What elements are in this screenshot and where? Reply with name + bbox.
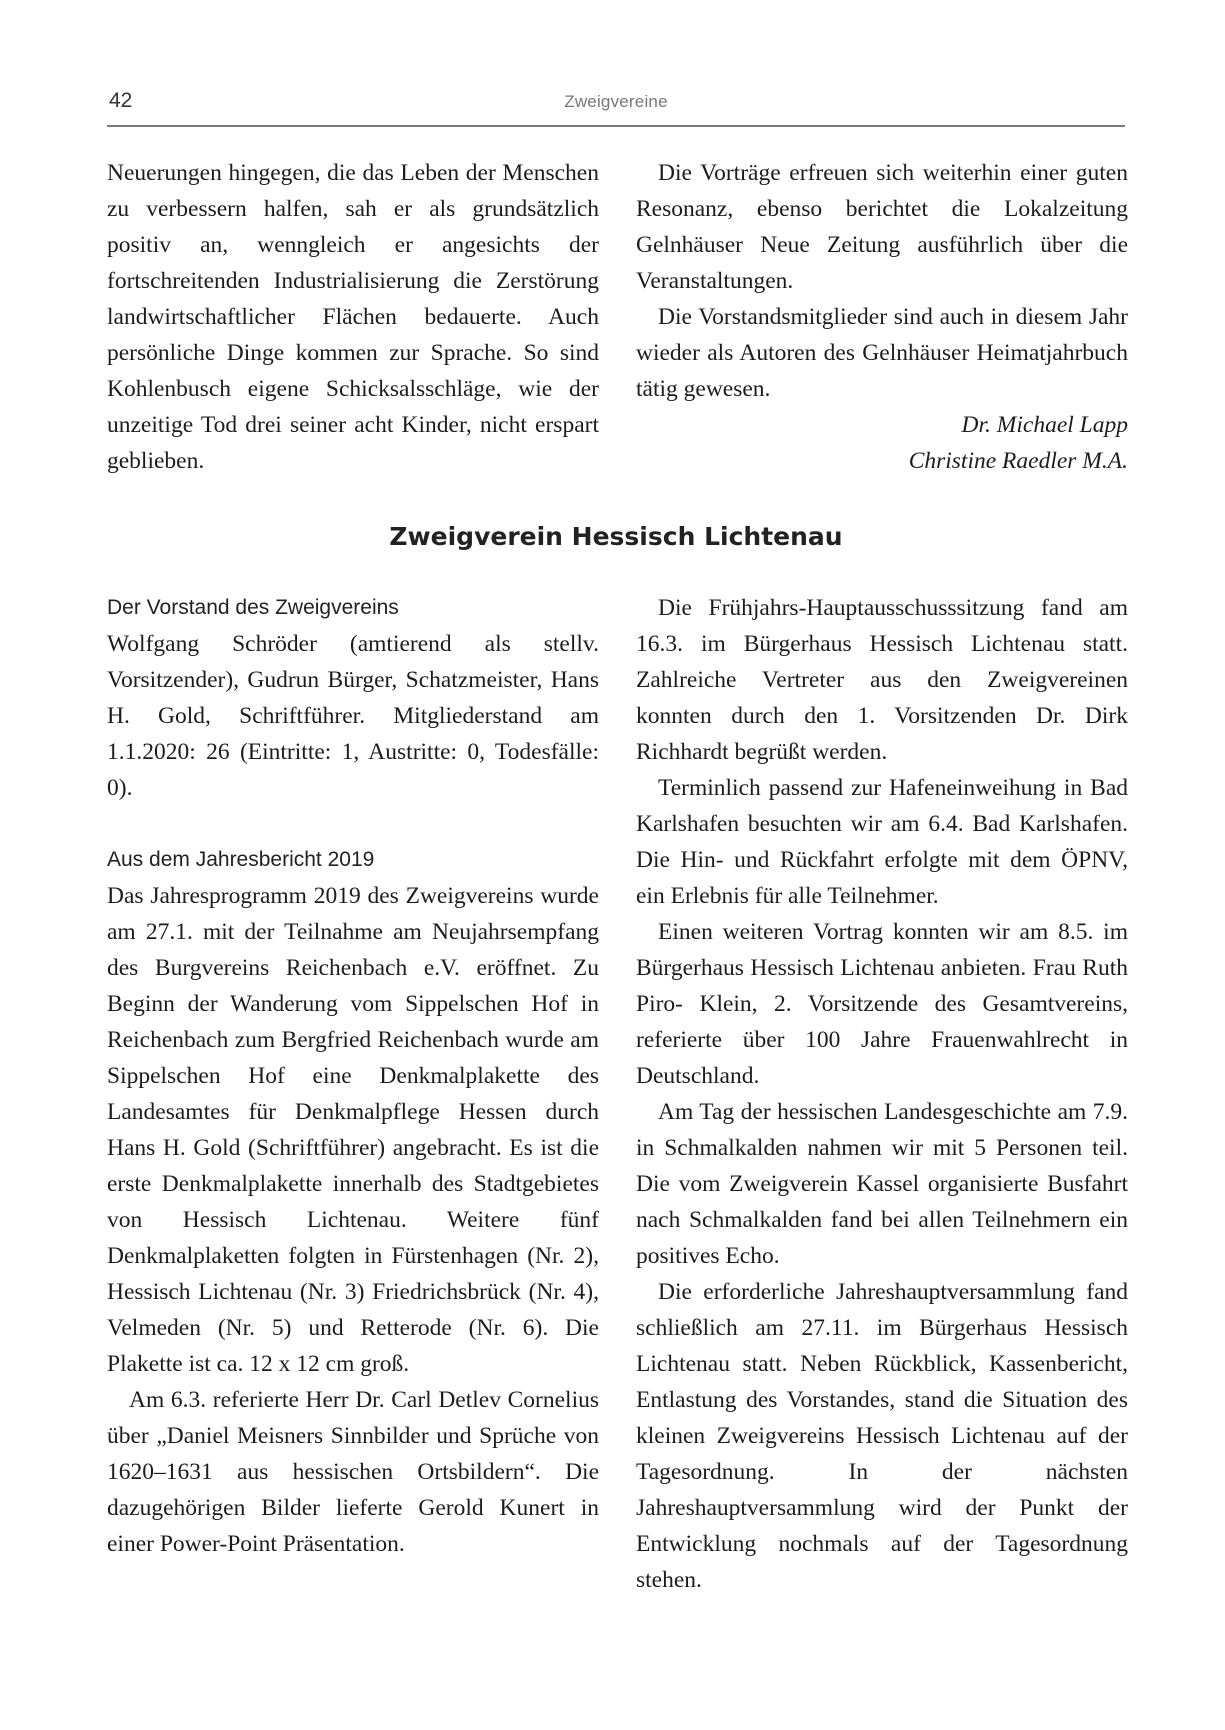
running-title: Zweigvereine <box>564 92 668 111</box>
subheading: Der Vorstand des Zweigvereins <box>107 596 399 619</box>
top-left-column <box>107 155 599 479</box>
signature: Christine Raedler M.A. <box>908 448 1128 474</box>
top-right-column <box>636 155 1128 479</box>
paragraph: Am Tag der hessischen Landesgeschichte am 7.9. in Schmalkalden nahmen wir mit 5 Personen teil. Die vom Zweigverein Kassel organisierte Busfahrt nach Schmalkalden fand bei allen Teilnehmern ein positives Echo. <box>636 1099 1128 1269</box>
header-rule <box>107 125 1125 127</box>
section-title: Zweigverein Hessisch Lichtenau <box>389 522 843 551</box>
paragraph: Das Jahresprogramm 2019 des Zweigvereins wurde am 27.1. mit der Teilnahme am Neujahrsempfang des Burgvereins Reichenbach e.V. eröffnet. Zu Beginn der Wanderung vom Sippelschen Hof in Reichenbach zum Bergfried Reichenbach wurde am Sippelschen Hof eine Denkmalplakette des Landesamtes für Denkmalpflege Hessen durch Hans H. Gold (Schriftführer) angebracht. Es ist die erste Denkmalplakette innerhalb des Stadtgebietes von Hessisch Lichtenau. Weitere fünf Denkmalplaketten folgten in Fürstenhagen (Nr. 2), Hessisch Lichtenau (Nr. 3) Friedrichsbrück (Nr. 4), Velmeden (Nr. 5) und Retterode (Nr. 6). Die Plakette ist ca. 12 x 12 cm groß. <box>107 883 599 1377</box>
paragraph: Die Vorstandsmitglieder sind auch in diesem Jahr wieder als Autoren des Gelnhäuser Heimatjahrbuch tätig gewesen. <box>636 304 1128 402</box>
page-number: 42 <box>109 89 133 112</box>
paragraph: Neuerungen hingegen, die das Leben der Menschen zu verbessern halfen, sah er als grundsätzlich positiv an, wenngleich er angesichts der fortschreitenden Industrialisierung die Zerstörung landwirtschaftlicher Flächen bedauerte. Auch persönliche Dinge kommen zur Sprache. So sind Kohlenbusch eigene Schicksalsschläge, wie der unzeitige Tod drei seiner acht Kinder, nicht erspart geblieben. <box>107 160 599 474</box>
page-header <box>107 84 1125 126</box>
bottom-right-column <box>636 590 1128 1598</box>
paragraph: Einen weiteren Vortrag konnten wir am 8.5. im Bürgerhaus Hessisch Lichtenau anbieten. Frau Ruth Piro- Klein, 2. Vorsitzende des Gesamtvereins, referierte über 100 Jahre Frauenwahlrecht in Deutschland. <box>636 919 1128 1089</box>
paragraph: Wolfgang Schröder (amtierend als stellv. Vorsitzender), Gudrun Bürger, Schatzmeister, Hans H. Gold, Schriftführer. Mitgliederstand am 1.1.2020: 26 (Eintritte: 1, Austritte: 0, Todesfälle: 0). <box>107 631 599 801</box>
bottom-left-column <box>107 590 599 1562</box>
spacer <box>107 806 599 842</box>
paragraph: Die Frühjahrs-Hauptausschusssitzung fand am 16.3. im Bürgerhaus Hessisch Lichtenau statt. Zahlreiche Vertreter aus den Zweigvereinen konnten durch den 1. Vorsitzenden Dr. Dirk Richhardt begrüßt werden. <box>636 595 1128 765</box>
paragraph: Die erforderliche Jahreshauptversammlung fand schließlich am 27.11. im Bürgerhaus Hessisch Lichtenau statt. Neben Rückblick, Kassenbericht, Entlastung des Vorstandes, stand die Situation des kleinen Zweigvereins Hessisch Lichtenau auf der Tagesordnung. In der nächsten Jahreshauptversammlung wird der Punkt der Entwicklung nochmals auf der Tagesordnung stehen. <box>636 1279 1128 1593</box>
paragraph: Terminlich passend zur Hafeneinweihung in Bad Karlshafen besuchten wir am 6.4. Bad Karlshafen. Die Hin- und Rückfahrt erfolgte mit dem ÖPNV, ein Erlebnis für alle Teilnehmer. <box>636 775 1128 909</box>
subheading: Aus dem Jahresbericht 2019 <box>107 848 375 871</box>
paragraph: Am 6.3. referierte Herr Dr. Carl Detlev Cornelius über „Daniel Meisners Sinnbilder und Sprüche von 1620–1631 aus hessischen Ortsbildern“. Die dazugehörigen Bilder lieferte Gerold Kunert in einer Power-Point Präsentation. <box>107 1387 599 1557</box>
paragraph: Die Vorträge erfreuen sich weiterhin einer guten Resonanz, ebenso berichtet die Lokalzeitung Gelnhäuser Neue Zeitung ausführlich über die Veranstaltungen. <box>636 160 1128 294</box>
signature: Dr. Michael Lapp <box>961 412 1128 438</box>
